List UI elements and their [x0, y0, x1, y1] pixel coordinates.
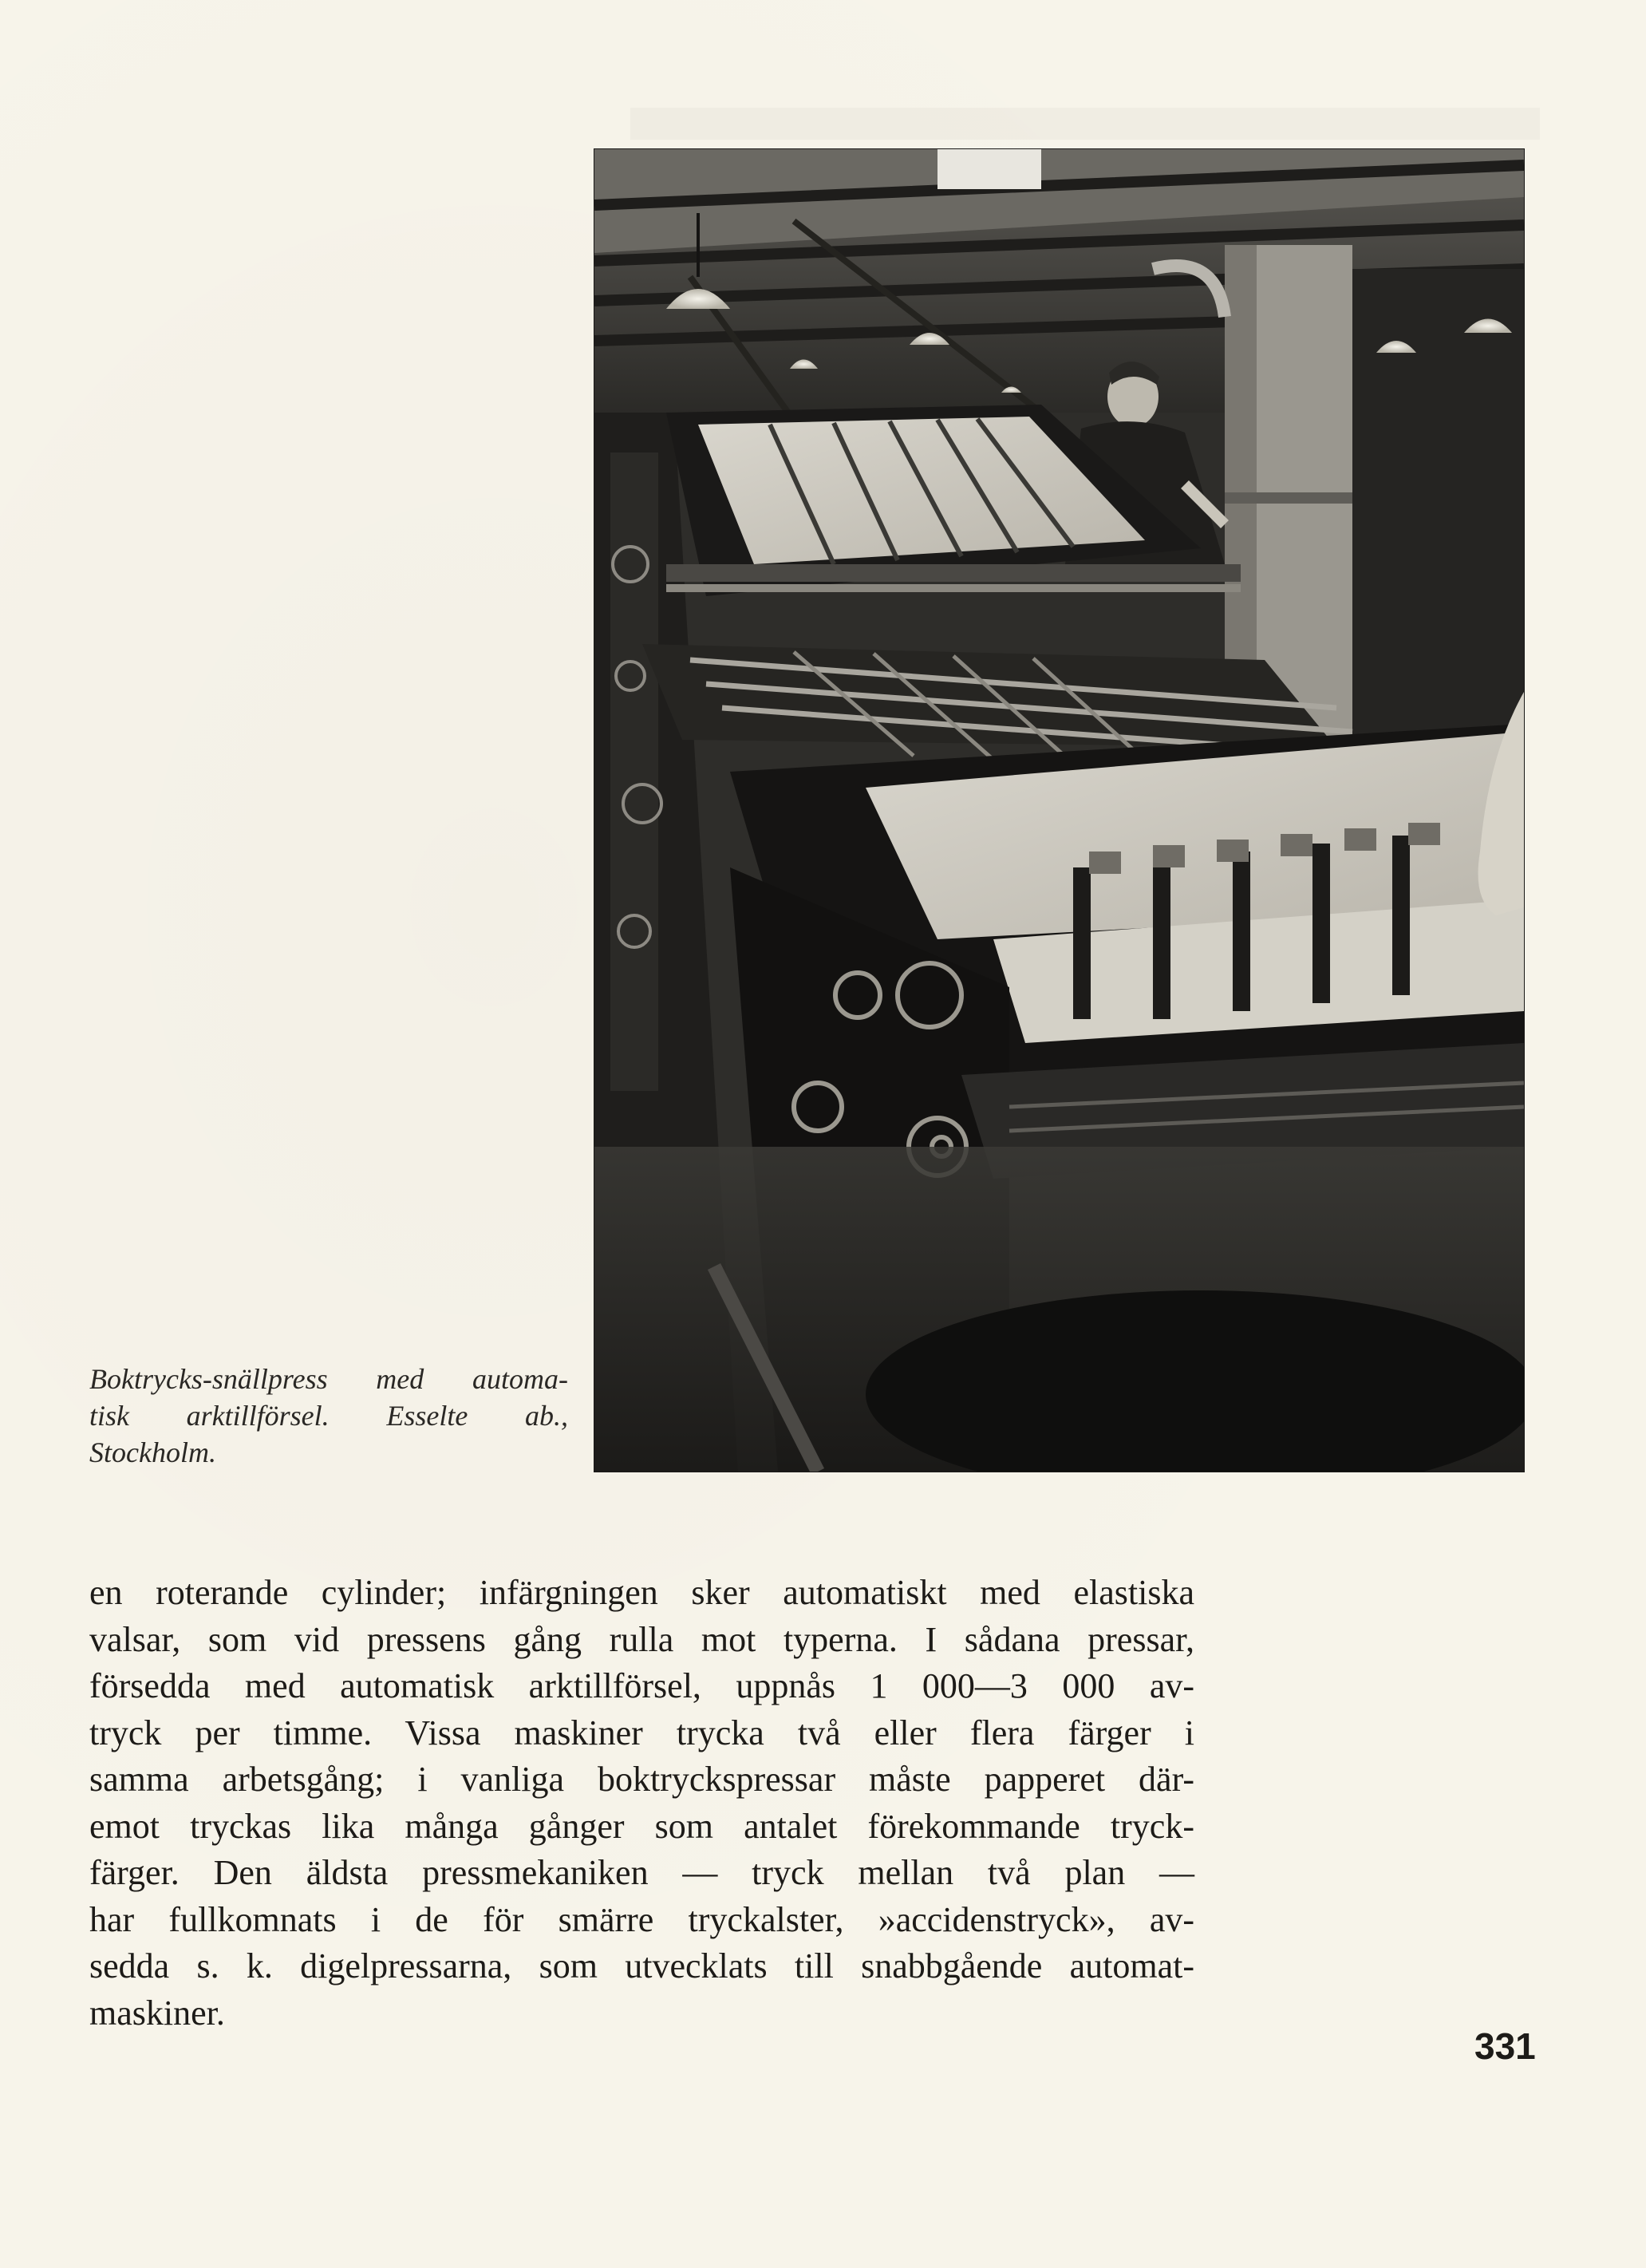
caption-line: Boktrycks-snällpress med automa-	[89, 1363, 568, 1395]
caption-line: Stockholm.	[89, 1436, 216, 1468]
figure-caption	[89, 1361, 568, 1471]
body-line: färger. Den äldsta pressmekaniken — tryck mellan två plan —	[89, 1853, 1194, 1892]
body-line: försedda med automatisk arktillförsel, uppnås 1 000—3 000 av-	[89, 1666, 1194, 1705]
press-photograph	[594, 149, 1524, 1472]
body-line: har fullkomnats i de för smärre tryckalster, »accidenstryck», av-	[89, 1899, 1194, 1939]
body-line: en roterande cylinder; infärgningen sker automatiskt med elastiska	[89, 1573, 1194, 1612]
press-photo-illustration	[594, 149, 1524, 1472]
body-paragraph	[89, 1570, 1194, 2037]
page-number: 331	[1474, 2025, 1536, 2067]
body-line: sedda s. k. digelpressarna, som utvecklats till snabbgående automat-	[89, 1946, 1194, 1985]
caption-line: tisk arktillförsel. Esselte ab.,	[89, 1400, 568, 1432]
body-line: emot tryckas lika många gånger som antalet förekommande tryck-	[89, 1806, 1194, 1846]
body-line: maskiner.	[89, 1993, 225, 2033]
body-line: valsar, som vid pressens gång rulla mot typerna. I sådana pressar,	[89, 1619, 1194, 1659]
body-line: tryck per timme. Vissa maskiner trycka två eller flera färger i	[89, 1713, 1194, 1752]
body-line: samma arbetsgång; i vanliga boktryckspressar måste papperet där-	[89, 1760, 1194, 1799]
show-through-shadow	[630, 108, 1540, 140]
